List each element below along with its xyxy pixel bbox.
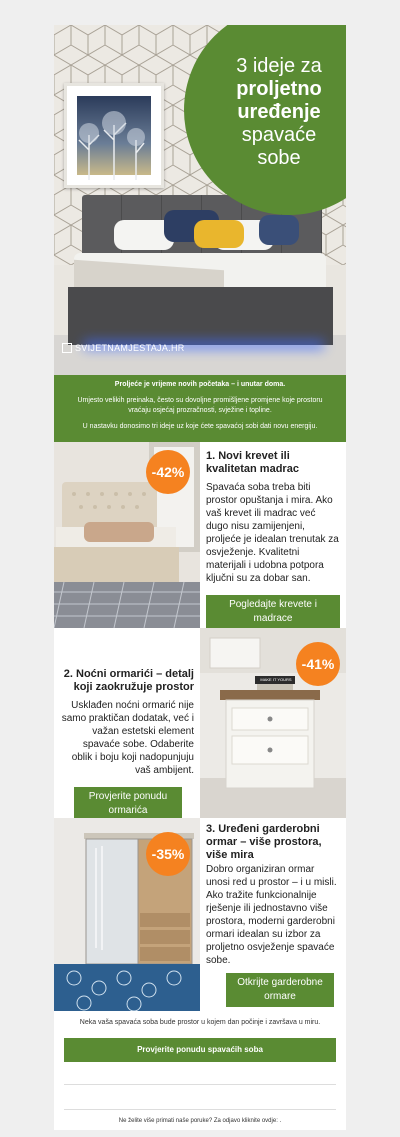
hero-title-line: 3 ideje za	[236, 55, 322, 77]
pillow-yellow	[194, 220, 244, 248]
section-nightstands	[54, 628, 346, 818]
section-body: Dobro organiziran ormar unosi red u prostor – i u misli. Ako tražite funkcionalnije rješenje ili jednostavno više prostora, moderni garderobni ormari idealan su izbor za proljetno osvježenje spavaće sobe.	[206, 864, 337, 966]
section-nightstands-text	[54, 628, 200, 818]
section-body: Usklađen noćni ormarić nije samo praktičan dodatak, već i važan estetski element spavaće sobe. Odaberite oblik i boju koji nadopunjuju vaš ambijent.	[61, 700, 194, 776]
wardrobe-image[interactable]	[54, 818, 200, 1011]
pillow-blue	[259, 215, 299, 245]
view-nightstands-button[interactable]: Provjerite ponudu ormarića	[74, 787, 182, 821]
section-beds-text	[200, 442, 346, 628]
section-wardrobes-text	[200, 818, 346, 1011]
nightstand-image[interactable]	[200, 628, 346, 818]
hero-title-line: proljetno	[236, 78, 322, 100]
footer-note: Neka vaša spavaća soba bude prostor u kojem dan počinje i završava u miru.	[79, 1019, 321, 1026]
book-cover-text: MAKE IT YOURS	[260, 677, 292, 682]
discount-badge: -42%	[146, 450, 190, 494]
hero-title-line: sobe	[257, 147, 301, 169]
intro-lead: Proljeće je vrijeme novih početaka – i unutar doma.	[114, 381, 286, 388]
discount-badge: -41%	[296, 642, 340, 686]
view-bedrooms-button[interactable]: Provjerite ponudu spavaćih soba	[64, 1038, 336, 1062]
bed-base	[68, 287, 333, 345]
bed-image[interactable]	[54, 442, 200, 628]
view-beds-button[interactable]: Pogledajte krevete i madrace	[206, 595, 340, 629]
section-title: 2. Noćni ormarići – detalj koji zaokružuje prostor	[63, 668, 194, 693]
hero-title-line: uređenje	[237, 101, 321, 123]
hero-title-line: spavaće	[241, 124, 317, 146]
view-wardrobes-button[interactable]: Otkrijte garderobne ormare	[226, 973, 334, 1007]
hero-banner[interactable]	[54, 25, 346, 375]
section-beds	[54, 442, 346, 628]
intro-paragraph: Umjesto velikih preinaka, često su dovoljne promišljene promjene koje prostoru vraćaju osjećaj prozračnosti, svježine i topline.	[77, 397, 323, 414]
house-icon	[62, 343, 72, 353]
unsubscribe-link[interactable]: Ne želite više primati naše poruke? Za odjavo kliknite ovdje: .	[118, 1118, 282, 1124]
email-container	[54, 25, 346, 1130]
hero-title	[204, 55, 346, 170]
section-wardrobes	[54, 818, 346, 1011]
section-body: Spavaća soba treba biti prostor opuštanja i mira. Ako vaš krevet ili madrac već dugo nisu zamijenjeni, proljeće je idealan trenutak za osvježenje. Kvalitetni materijali i udobna potpora ključni su za dobar san.	[206, 482, 339, 584]
intro-block	[54, 375, 346, 442]
brand-logo-text: SVIJETNAMJESTAJA.HR	[75, 343, 185, 353]
brand-logo[interactable]	[62, 343, 185, 353]
divider	[64, 1084, 336, 1085]
intro-paragraph: U nastavku donosimo tri ideje uz koje ćete spavaćoj sobi dati novu energiju.	[82, 423, 318, 430]
section-title: 1. Novi krevet ili kvalitetan madrac	[206, 450, 299, 475]
tree-art-icon	[74, 95, 154, 185]
discount-badge: -35%	[146, 832, 190, 876]
section-title: 3. Uređeni garderobni ormar – više prostora, više mira	[206, 823, 322, 861]
